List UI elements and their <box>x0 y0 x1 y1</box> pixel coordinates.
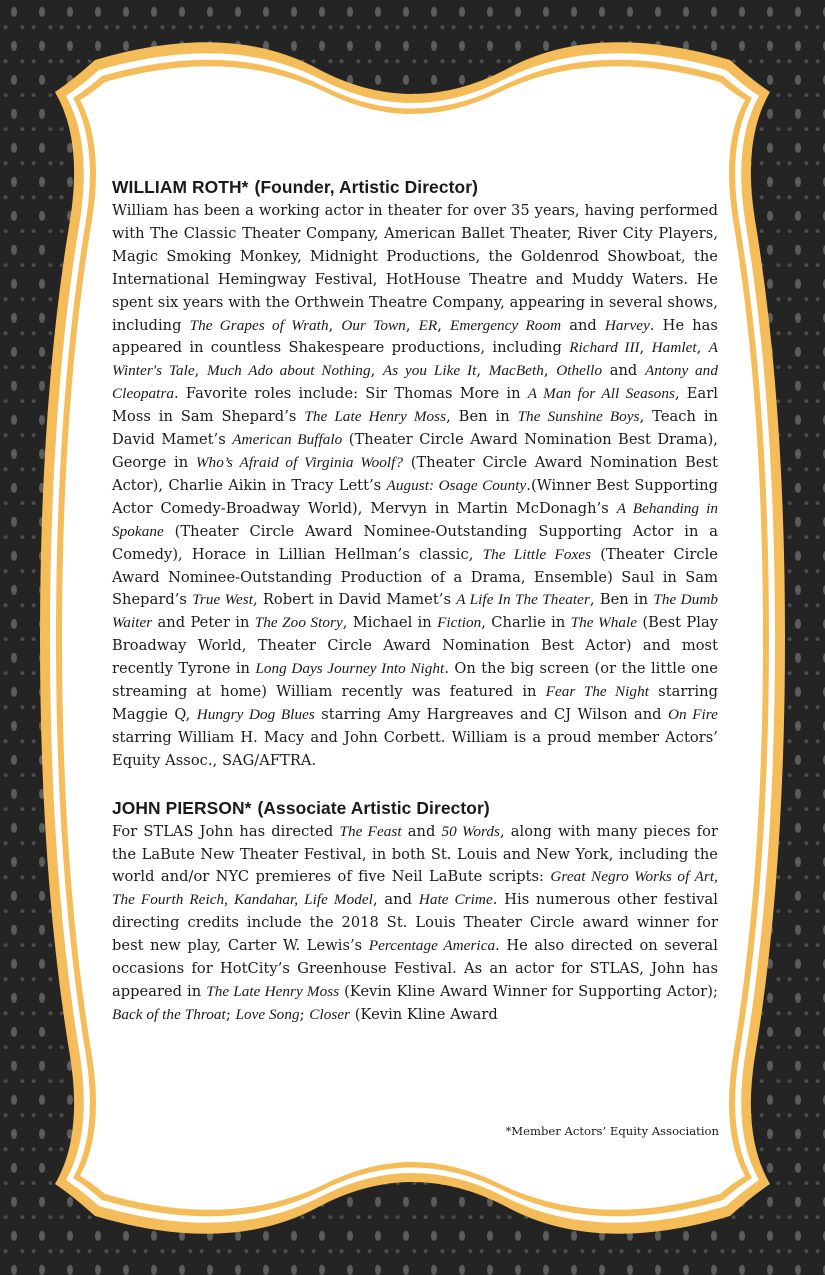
work-title: On Fire <box>667 705 718 723</box>
work-title: Othello <box>556 362 603 380</box>
bio-text-run: .(Winner Best Supporting Actor Comedy-Broadway World), Mervyn in Martin McDonagh’s <box>112 476 718 517</box>
work-title: Closer <box>309 1005 351 1023</box>
work-title: Hate Crime <box>418 891 493 909</box>
bio-text-run: and <box>602 362 645 380</box>
bio-text-run: , <box>696 339 709 357</box>
bio-text-run: , Ben in <box>446 408 518 426</box>
work-title: Richard III <box>569 339 640 357</box>
bio-text-run: starring Amy Hargreaves and CJ Wilson and <box>314 705 668 723</box>
bio-name: JOHN PIERSON* <box>112 797 252 818</box>
bio-text-run: (Theater Circle Award Nominee-Outstanding Supporting Actor in a Comedy), Horace in Lillian Hellman’s classic, <box>112 522 718 563</box>
bio-text-run: , <box>476 362 489 380</box>
work-title: The Sunshine Boys <box>517 408 640 426</box>
bio-text-run: , <box>437 316 451 334</box>
work-title: As you Like It <box>382 362 477 380</box>
work-title: MacBeth <box>488 362 544 380</box>
bio-text-run: , <box>639 339 652 357</box>
bio-text-run: . His numerous other festival directing credits include the 2018 St. Louis Theater Circle award winner for best new play, Carter W. Lewis’s <box>112 891 718 955</box>
work-title: Long Days Journey Into Night <box>255 660 445 678</box>
work-title: Hamlet <box>651 339 697 357</box>
work-title: Fiction <box>437 614 482 632</box>
bio-text-run: and Peter in <box>152 614 255 632</box>
work-title: The Little Foxes <box>482 545 592 563</box>
work-title: ER <box>418 316 438 334</box>
bio-text-run: , <box>328 316 342 334</box>
work-title: The Late Henry Moss <box>304 408 447 426</box>
bio-text-run: (Kevin Kline Award Winner for Supporting Actor); <box>339 983 718 1000</box>
bio-text-run: , Ben in <box>589 591 654 609</box>
bio-text-run: starring Maggie Q, <box>112 683 718 723</box>
bio-text-run: starring William H. Macy and John Corbett. William is a proud member Actors’ Equity Assoc., SAG/AFTRA. <box>112 728 718 769</box>
bio-text-run: (Best Play Broadway World, Theater Circle Award Nomination Best Actor) and most recently Tyrone in <box>112 614 719 678</box>
bio-text-run: . Favorite roles include: Sir Thomas More in <box>174 385 528 403</box>
bio-text-run: , Teach in David Mamet’s <box>112 408 718 449</box>
work-title: The Feast <box>339 822 402 840</box>
bio-text-run: (Theater Circle Award Nominee-Outstanding Production of a Drama, Ensemble) Saul in Sam Shepard’s <box>112 545 718 609</box>
work-title: Antony and Cleopatra <box>112 362 718 403</box>
work-title: American Buffalo <box>232 431 343 449</box>
work-title: Harvey <box>604 316 650 334</box>
bio-text <box>112 821 718 1027</box>
work-title: The Dumb Waiter <box>112 591 718 632</box>
bio-text-run: . He has appeared in countless Shakespeare productions, including <box>112 316 718 357</box>
work-title: Our Town <box>341 316 406 334</box>
work-title: The Late Henry Moss <box>206 983 340 1000</box>
work-title: A Winter's Tale <box>112 339 718 380</box>
bio-john-pierson <box>112 795 718 1027</box>
bio-text-run: , Charlie in <box>481 614 571 632</box>
work-title: True West <box>192 591 253 609</box>
work-title: Love Song <box>235 1005 300 1023</box>
bio-role: (Associate Artistic Director) <box>257 797 490 818</box>
work-title: A Life In The Theater <box>456 591 590 609</box>
work-title: Hungry Dog Blues <box>196 705 315 723</box>
bio-text-run: , <box>405 316 419 334</box>
bio-heading <box>112 174 718 200</box>
work-title: 50 Words <box>441 822 500 840</box>
bio-text-run: William has been a working actor in theater for over 35 years, having performed with The Classic Theater Company, American Ballet Theater, River City Players, Magic Smoking Monkey, Midnight Productions, the Goldenrod Showboat, the International Hemingway Festival, HotHouse Theatre and Muddy Waters. He spent six years with the Orthwein Theatre Company, appearing in several shows, including <box>112 202 718 334</box>
bio-text-run: . On the big screen (or the little one streaming at home) William recently was featured in <box>112 660 718 701</box>
work-title: The Grapes of Wrath <box>189 316 329 334</box>
work-title: Much Ado about Nothing <box>206 362 371 380</box>
bio-william-roth <box>112 174 718 773</box>
bio-text-run: . He also directed on several occasions for HotCity’s Greenhouse Festival. As an actor for STLAS, John has appeared in <box>112 937 719 1000</box>
bio-text-run: , <box>194 362 207 380</box>
bio-text-run: and <box>561 316 605 334</box>
bio-text-run: , <box>543 362 557 380</box>
bio-text-run: , Robert in David Mamet’s <box>252 591 457 609</box>
bio-text-run: and <box>401 822 442 840</box>
bio-text-run: , and <box>372 891 419 909</box>
work-title: Percentage America <box>368 937 496 955</box>
work-title: A Behanding in Spokane <box>112 499 718 540</box>
equity-footnote: *Member Actors’ Equity Association <box>505 1124 719 1138</box>
bio-heading <box>112 795 718 821</box>
work-title: A Man for All Seasons <box>527 385 675 403</box>
work-title: Fear The Night <box>545 683 649 701</box>
bio-text-run: , Earl Moss in Sam Shepard’s <box>112 385 719 426</box>
bio-text-run: For STLAS John has directed <box>112 822 340 840</box>
bio-name: WILLIAM ROTH* <box>112 177 249 197</box>
bio-text-run: (Theater Circle Award Nomination Best Actor), Charlie Aikin in Tracy Lett’s <box>112 453 718 494</box>
work-title: Great Negro Works of Art, The Fourth Reich, Kandahar, Life Model <box>112 868 718 909</box>
work-title: The Whale <box>570 614 638 632</box>
work-title: August: Osage County <box>386 476 527 494</box>
bios-content <box>112 174 718 1049</box>
bio-text-run: , Michael in <box>342 614 438 632</box>
bio-text-run: ; <box>225 1005 236 1023</box>
bio-text-run: , <box>370 362 383 380</box>
bio-text <box>112 200 718 773</box>
work-title: The Zoo Story <box>254 614 343 632</box>
bio-text-run: (Theater Circle Award Nomination Best Drama), George in <box>112 431 718 471</box>
bio-text-run: , along with many pieces for the LaBute New Theater Festival, in both St. Louis and New York, including the world and/or NYC premieres of five Neil LaBute scripts: <box>112 822 718 886</box>
work-title: Emergency Room <box>450 316 562 334</box>
bio-text-run: (Kevin Kline Award <box>350 1005 498 1023</box>
work-title: Back of the Throat <box>112 1005 226 1023</box>
work-title: Who’s Afraid of Virginia Woolf? <box>195 453 404 471</box>
bio-role: (Founder, Artistic Director) <box>254 177 478 197</box>
bio-text-run: ; <box>299 1005 310 1023</box>
